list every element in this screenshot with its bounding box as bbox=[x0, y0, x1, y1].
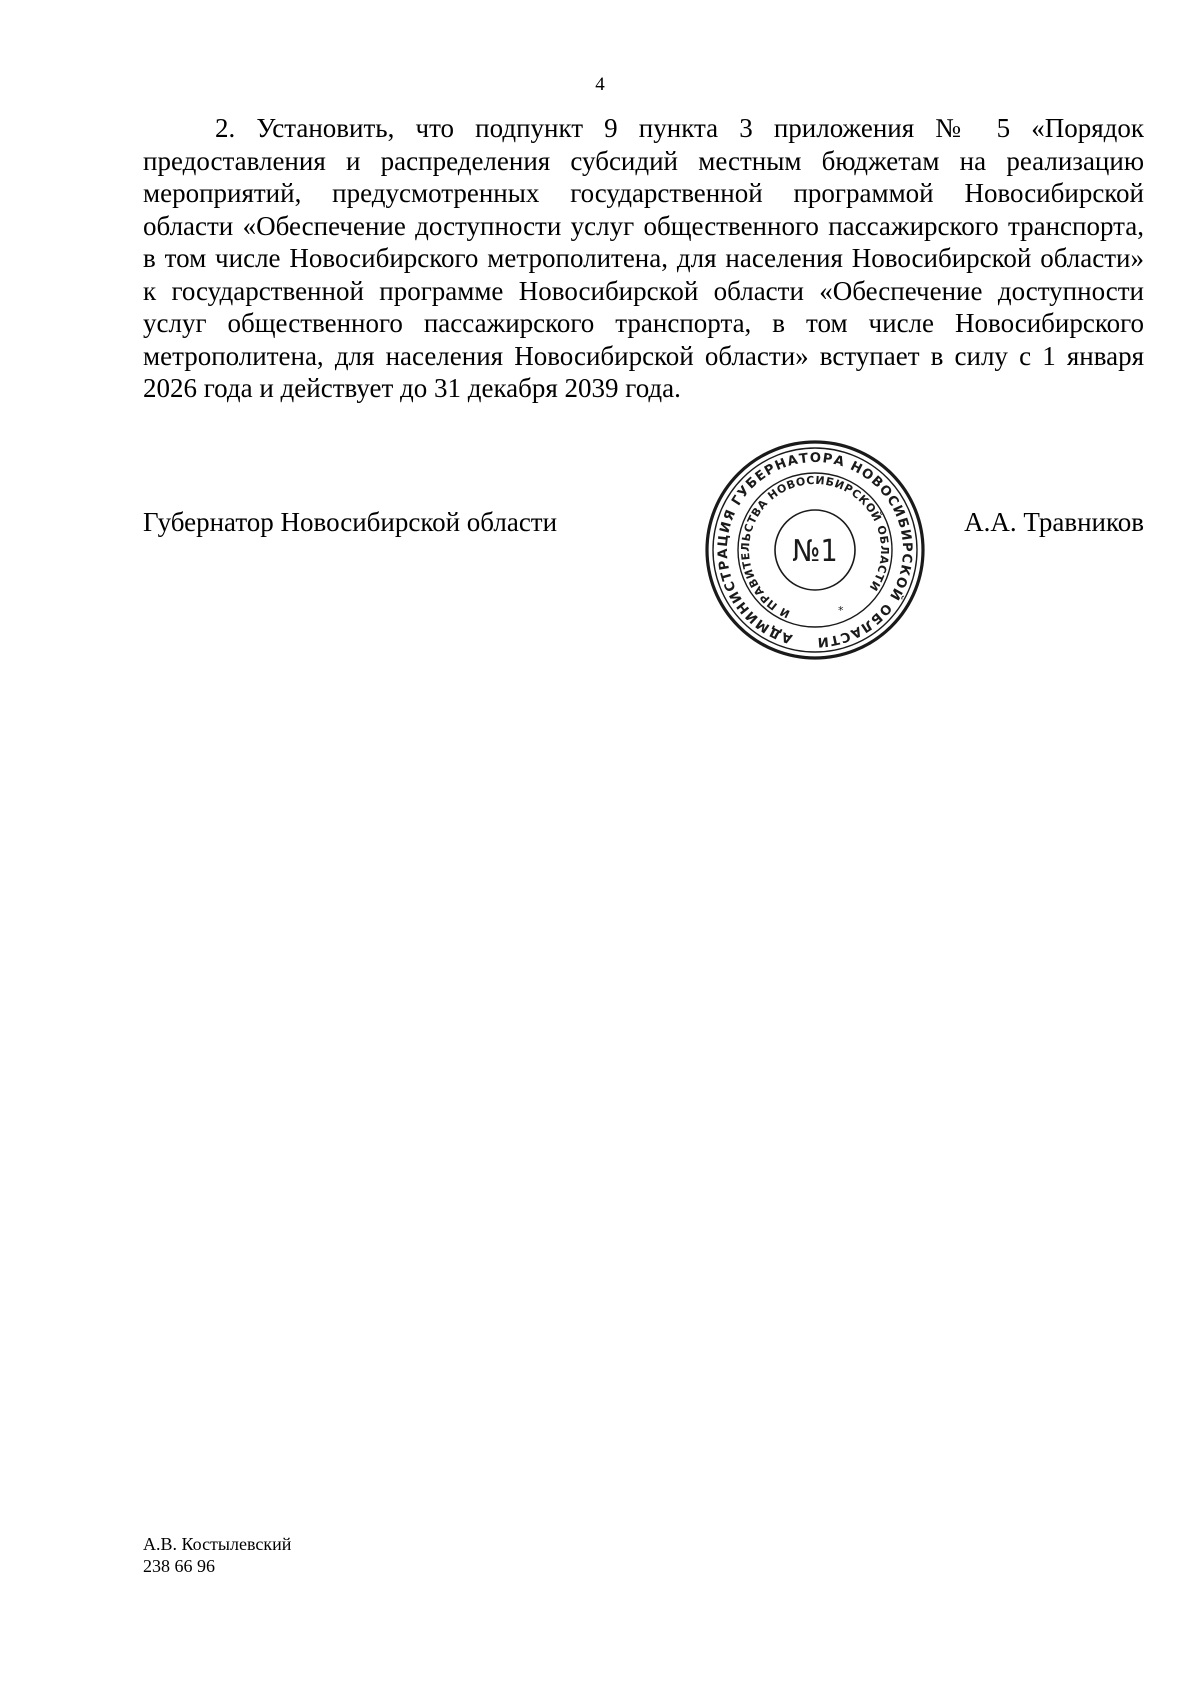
seal-number: №1 bbox=[792, 534, 838, 569]
official-seal bbox=[703, 438, 927, 662]
signatory-position: Губернатор Новосибирской области bbox=[143, 507, 558, 537]
seal-star-icon: * bbox=[838, 604, 844, 617]
signatory-name: А.А. Травников bbox=[964, 507, 1144, 537]
executor-name: А.В. Костылевский bbox=[143, 1534, 292, 1554]
seal-inner-text: И ПРАВИТЕЛЬСТВА НОВОСИБИРСКОЙ ОБЛАСТИ bbox=[738, 473, 892, 621]
paragraph-2: 2. Установить, что подпункт 9 пункта 3 приложения № 5 «Порядок предоставления и распределения субсидий местным бюджетам на реализацию мероприятий, предусмотренных государственной программой Новосибирской области «Обеспечение доступности услуг общественного пассажирского транспорта, в том числе Новосибирского метрополитена, для населения Новосибирской области» к государственной программе Новосибирской области «Обеспечение доступности услуг общественного пассажирского транспорта, в том числе Новосибирского метрополитена, для населения Новосибирской области» вступает в силу с 1 января 2026 года и действует до 31 декабря 2039 года. bbox=[143, 113, 1144, 403]
executor-phone: 238 66 96 bbox=[143, 1556, 215, 1576]
page-number: 4 bbox=[595, 74, 605, 95]
seal-outer-text: АДМИНИСТРАЦИЯ ГУБЕРНАТОРА НОВОСИБИРСКОЙ ОБЛАСТИ bbox=[715, 450, 915, 650]
executor-block bbox=[143, 1533, 291, 1577]
